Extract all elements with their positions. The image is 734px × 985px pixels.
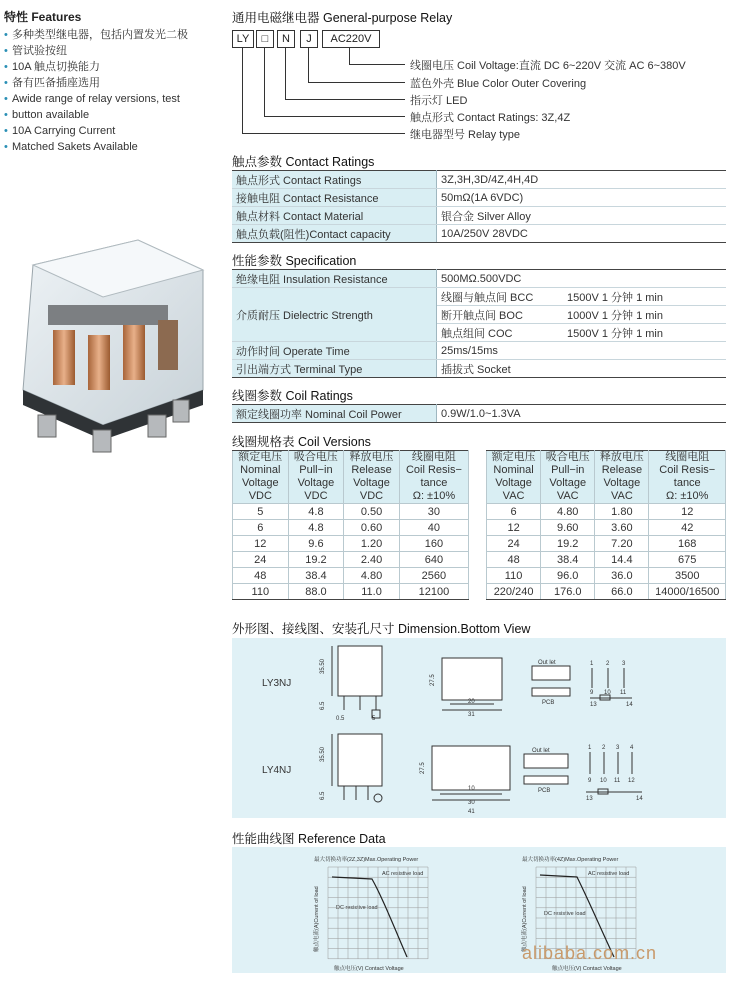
ac-coil-table (486, 450, 726, 600)
outlet-label-3: Out let (538, 660, 556, 666)
header-line: Release (601, 464, 643, 476)
header-line: Release (351, 464, 392, 476)
watermark: alibaba.com.cn (522, 943, 658, 963)
coil-versions-title: 线圈规格表 Coil Versions (232, 435, 371, 449)
contact-value: 3Z,3H,3D/4Z,4H,4D (437, 171, 727, 189)
dc-cell: 19.2 (288, 552, 344, 568)
header-line: VAC (610, 490, 633, 502)
outlet-label-4: Out let (532, 748, 550, 754)
dim-pin-4: 6.5 (320, 791, 326, 800)
spec-label: 绝缘电阻 Insulation Resistance (232, 270, 437, 288)
header-line: Ω: ±10% (666, 490, 709, 502)
ac-cell: 66.0 (595, 584, 649, 600)
spec-value: 插拔式 Socket (437, 360, 727, 378)
pin-label: 4 (630, 745, 634, 751)
header-line: 额定电压 (491, 451, 536, 463)
pin-label: 10 (600, 778, 607, 784)
header-line: Ω: ±10% (412, 490, 456, 502)
header-line: Voltage (297, 477, 335, 489)
code-desc-cover: 蓝色外壳 Blue Color Outer Covering (410, 78, 587, 90)
header-line: 吸合电压 (545, 451, 590, 463)
ac-cell: 110 (487, 568, 541, 584)
dielectric-value: 1500V 1 分钟 1 min (563, 288, 726, 306)
chart2-title: 最大切换功率(4Z)Max.Operating Power (522, 857, 619, 863)
dc-cell: 12 (233, 536, 289, 552)
dc-cell: 0.50 (344, 504, 400, 520)
dim-w3a: 27.5 (430, 674, 436, 686)
header-line: 线圈电阻 (411, 451, 456, 463)
dim-w3b: 20 (468, 699, 475, 705)
dc-cell: 4.8 (288, 504, 344, 520)
dc-cell: 4.8 (288, 520, 344, 536)
header-line: 额定电压 (238, 451, 283, 463)
code-desc-type: 继电器型号 Relay type (410, 129, 521, 141)
leader-line (285, 99, 405, 100)
header-line: 释放电压 (599, 451, 644, 463)
spec-table (232, 269, 726, 378)
header-line: VDC (359, 490, 384, 502)
ac-cell: 12 (649, 504, 726, 520)
table-row (233, 520, 469, 536)
dc-cell: 4.80 (344, 568, 400, 584)
spec-value: 500MΩ.500VDC (437, 270, 727, 288)
table-row (233, 536, 469, 552)
header-line: VDC (304, 490, 328, 502)
dc-cell: 110 (233, 584, 289, 600)
pin-label: 9 (590, 690, 594, 696)
spec-label: 引出端方式 Terminal Type (232, 360, 437, 378)
chart1-ac-label: AC resistive load (382, 871, 424, 877)
ac-cell: 48 (487, 552, 541, 568)
dimension-drawing (232, 638, 726, 818)
dc-cell: 1.20 (344, 536, 400, 552)
header-line: VAC (556, 490, 579, 502)
header-line: Voltage (241, 477, 279, 489)
code-desc-voltage: 线圈电压 Coil Voltage:直流 DC 6~220V 交流 AC 6~380V (410, 60, 686, 72)
dim-height-3: 35.50 (320, 658, 326, 674)
dim-w4b: 10 (468, 786, 475, 792)
ac-cell: 220/240 (487, 584, 541, 600)
header-line: Pull−in (551, 464, 585, 476)
reference-title: 性能曲线图 Reference Data (232, 832, 386, 846)
coil-table (232, 404, 726, 423)
dc-cell: 40 (399, 520, 468, 536)
dim-height-4: 35.50 (320, 746, 326, 762)
ac-header-cell (487, 451, 541, 504)
dc-cell: 5 (233, 504, 289, 520)
spec-label: 介质耐压 Dielectric Strength (232, 288, 437, 342)
dc-coil-table (232, 450, 469, 600)
ac-cell: 7.20 (595, 536, 649, 552)
coil-label: 额定线圈功率 Nominal Coil Power (232, 405, 437, 423)
pcb-label-3: PCB (542, 700, 555, 706)
dielectric-value: 1500V 1 分钟 1 min (563, 324, 726, 342)
dim-b-3: 5 (372, 716, 376, 722)
leader-line (285, 48, 286, 99)
header-line: Coil Resis− (659, 464, 716, 476)
table-row (487, 552, 726, 568)
ac-cell: 1.80 (595, 504, 649, 520)
code-part-voltage: AC220V (322, 30, 380, 48)
ac-cell: 675 (649, 552, 726, 568)
coil-title: 线圈参数 Coil Ratings (232, 389, 353, 403)
table-row (233, 504, 469, 520)
code-part-cover: J (300, 30, 318, 48)
dc-header-cell (344, 451, 400, 504)
feature-item: • 多种类型继电器，包括内置发光二极 (4, 27, 204, 43)
header-line: VAC (502, 490, 525, 502)
leader-line (349, 48, 350, 64)
ac-cell: 168 (649, 536, 726, 552)
contact-value: 50mΩ(1A 6VDC) (437, 189, 727, 207)
dielectric-value: 1000V 1 分钟 1 min (563, 306, 726, 324)
pin-label: 14 (626, 702, 633, 708)
dielectric-name: 触点组间 COC (437, 324, 564, 342)
ac-cell: 6 (487, 504, 541, 520)
dc-cell: 30 (399, 504, 468, 520)
code-part-type: LY (232, 30, 254, 48)
ac-header-cell (595, 451, 649, 504)
pcb-label-4: PCB (538, 788, 551, 794)
pin-label: 13 (586, 796, 593, 802)
chart1-title: 最大切换功率(2Z,3Z)Max.Operating Power (314, 857, 419, 863)
header-line: tance (673, 477, 701, 489)
dim-pin-3: 6.5 (320, 701, 326, 710)
ac-cell: 96.0 (541, 568, 595, 584)
header-line: Pull−in (299, 464, 333, 476)
relay-photo (8, 225, 208, 455)
pin-label: 1 (588, 745, 592, 751)
ac-cell: 14000/16500 (649, 584, 726, 600)
ac-cell: 42 (649, 520, 726, 536)
chart2-ylabel: 触点电流(A)Current of load (522, 886, 528, 952)
contact-value: 10A/250V 28VDC (437, 225, 727, 243)
table-row (232, 270, 726, 288)
dim-w4c: 30 (468, 800, 475, 806)
pin-label: 12 (628, 778, 635, 784)
dc-cell: 2560 (399, 568, 468, 584)
dc-cell: 9.6 (288, 536, 344, 552)
reference-panel (232, 847, 726, 973)
pin-label: 2 (602, 745, 606, 751)
ac-header-cell (649, 451, 726, 504)
contact-title: 触点参数 Contact Ratings (232, 155, 375, 169)
feature-item: • 备有匹备插座选用 (4, 75, 204, 91)
header-line: 吸合电压 (293, 451, 338, 463)
relay-title: 通用电磁继电器 General-purpose Relay (232, 11, 453, 25)
table-row (487, 504, 726, 520)
feature-item: • 10A 触点切换能力 (4, 59, 204, 75)
feature-item: • Awide range of relay versions, test (4, 91, 204, 107)
header-line: VDC (248, 490, 272, 502)
chart2-xlabel: 触点电压(V) Contact Voltage (552, 966, 622, 972)
code-desc-contacts: 触点形式 Contact Ratings: 3Z,4Z (410, 112, 571, 124)
header-line: tance (420, 477, 448, 489)
pin-label: 9 (588, 778, 592, 784)
dc-cell: 640 (399, 552, 468, 568)
chart1-ylabel: 触点电流(A)Current of load (314, 886, 320, 952)
pin-label: 11 (620, 690, 627, 696)
chart2-dc-label: DC resistive load (544, 911, 586, 917)
dc-cell: 24 (233, 552, 289, 568)
spec-value: 25ms/15ms (437, 342, 727, 360)
ac-cell: 36.0 (595, 568, 649, 584)
table-row (232, 342, 726, 360)
chart1-xlabel: 触点电压(V) Contact Voltage (334, 966, 404, 972)
dimension-panel (232, 638, 726, 818)
leader-line (242, 48, 243, 133)
table-row (232, 189, 726, 207)
ac-cell: 176.0 (541, 584, 595, 600)
dc-header-cell (288, 451, 344, 504)
leader-line (264, 116, 405, 117)
dc-header-cell (399, 451, 468, 504)
ac-cell: 38.4 (541, 552, 595, 568)
leader-line (308, 48, 309, 82)
leader-line (264, 48, 265, 116)
model-label-ly3nj: LY3NJ (262, 678, 292, 689)
leader-line (349, 64, 405, 65)
table-row (487, 568, 726, 584)
model-label-ly4nj: LY4NJ (262, 765, 292, 776)
dc-cell: 11.0 (344, 584, 400, 600)
features-title: 特性 Features (4, 10, 82, 24)
header-line: Voltage (549, 477, 587, 489)
dc-cell: 160 (399, 536, 468, 552)
table-row (232, 288, 726, 306)
table-row (232, 171, 726, 189)
table-row (487, 536, 726, 552)
dc-cell: 48 (233, 568, 289, 584)
dc-header-cell (233, 451, 289, 504)
dc-cell: 88.0 (288, 584, 344, 600)
ac-cell: 4.80 (541, 504, 595, 520)
contact-value: 银合金 Silver Alloy (437, 207, 727, 225)
header-line: Nominal (240, 464, 281, 476)
header-line: Coil Resis− (405, 464, 462, 476)
dc-cell: 2.40 (344, 552, 400, 568)
table-row (232, 360, 726, 378)
ac-cell: 3500 (649, 568, 726, 584)
dc-cell: 38.4 (288, 568, 344, 584)
ac-cell: 3.60 (595, 520, 649, 536)
coil-value: 0.9W/1.0~1.3VA (437, 405, 727, 423)
pin-label: 2 (606, 661, 610, 667)
ac-cell: 14.4 (595, 552, 649, 568)
dim-w4d: 41 (468, 809, 475, 815)
table-row (233, 584, 469, 600)
pin-label: 1 (590, 661, 594, 667)
feature-item: • button available (4, 107, 204, 123)
dc-cell: 12100 (399, 584, 468, 600)
pin-label: 13 (590, 702, 597, 708)
chart2-ac-label: AC resistive load (588, 871, 630, 877)
header-line: Voltage (353, 477, 390, 489)
ac-cell: 19.2 (541, 536, 595, 552)
contact-label: 触点负载(阻性)Contact capacity (232, 225, 437, 243)
ac-header-cell (541, 451, 595, 504)
contact-label: 触点材料 Contact Material (232, 207, 437, 225)
pin-label: 14 (636, 796, 643, 802)
contact-label: 接触电阻 Contact Resistance (232, 189, 437, 207)
ac-cell: 9.60 (541, 520, 595, 536)
header-line: 释放电压 (349, 451, 394, 463)
leader-line (242, 133, 405, 134)
code-desc-led: 指示灯 LED (410, 95, 468, 107)
pin-label: 11 (614, 778, 621, 784)
pin-label: 3 (622, 661, 626, 667)
chart1-curve (332, 877, 407, 957)
features-list (4, 27, 204, 155)
table-row (233, 552, 469, 568)
dc-cell: 6 (233, 520, 289, 536)
dim-a-3: 0.5 (336, 716, 345, 722)
table-row (232, 225, 726, 243)
contact-label: 触点形式 Contact Ratings (232, 171, 437, 189)
code-part-led: N (277, 30, 295, 48)
feature-item: • 10A Carrying Current (4, 123, 204, 139)
pin-label: 3 (616, 745, 620, 751)
header-line: Voltage (603, 477, 641, 489)
dielectric-name: 断开触点间 BOC (437, 306, 564, 324)
table-row (232, 405, 726, 423)
table-row (487, 520, 726, 536)
ac-cell: 24 (487, 536, 541, 552)
leader-line (308, 82, 405, 83)
spec-label: 动作时间 Operate Time (232, 342, 437, 360)
table-row (487, 584, 726, 600)
code-part-contacts: □ (256, 30, 274, 48)
dc-cell: 0.60 (344, 520, 400, 536)
chart1-dc-label: DC resistive load (336, 905, 378, 911)
ac-cell: 12 (487, 520, 541, 536)
table-row (233, 568, 469, 584)
dim-w4a: 27.5 (420, 762, 426, 774)
header-line: Voltage (495, 477, 532, 489)
header-line: 线圈电阻 (665, 451, 710, 463)
spec-title: 性能参数 Specification (232, 254, 357, 268)
pin-label: 10 (604, 690, 611, 696)
contact-table (232, 170, 726, 243)
dimension-title: 外形图、接线图、安装孔尺寸 Dimension.Bottom View (232, 622, 531, 636)
table-row (232, 207, 726, 225)
dim-w3c: 31 (468, 712, 475, 718)
feature-item: • 管试验按纽 (4, 43, 204, 59)
dielectric-name: 线圈与触点间 BCC (437, 288, 564, 306)
header-line: Nominal (493, 464, 534, 476)
feature-item: • Matched Sakets Available (4, 139, 204, 155)
